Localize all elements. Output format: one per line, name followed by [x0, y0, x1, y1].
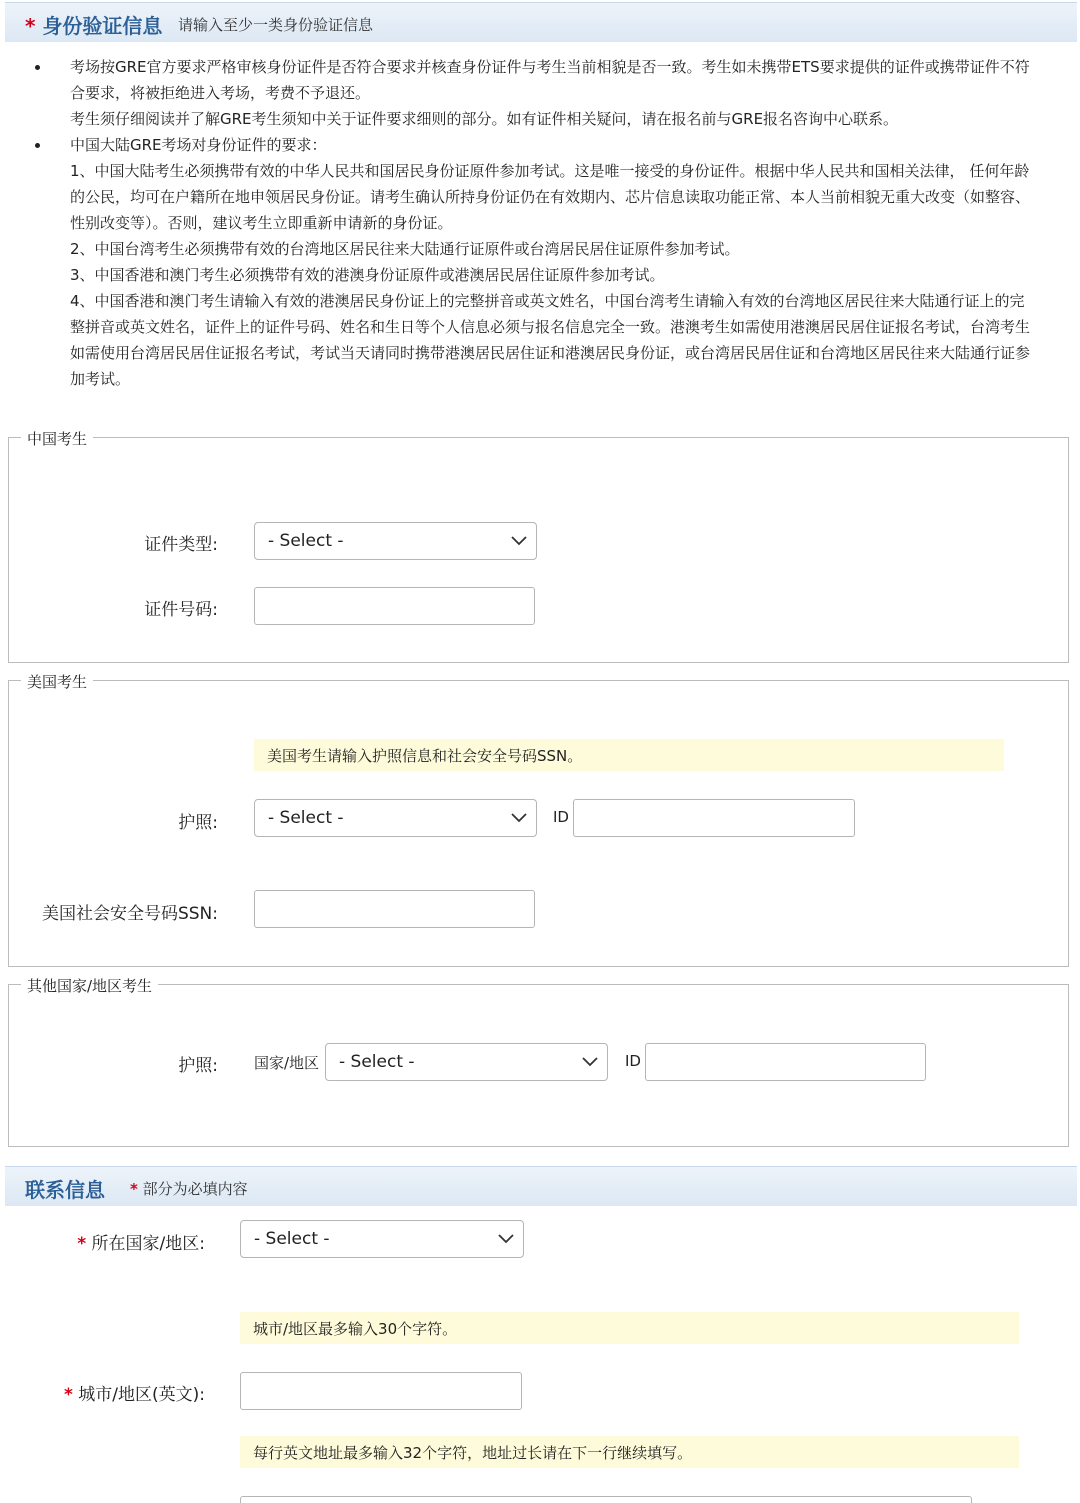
- identity-title: [25, 10, 162, 39]
- usa-id-label: ID: [553, 808, 569, 826]
- other-country-select-value: - Select -: [339, 1052, 415, 1072]
- note-line: 性别改变等）。否则，建议考生立即重新申请新的身份证。: [70, 214, 453, 232]
- chevron-down-icon: [581, 1052, 599, 1070]
- contact-country-label-text: 所在国家/地区:: [91, 1234, 205, 1254]
- usa-passport-label: 护照:: [178, 813, 218, 833]
- other-country-label: 国家/地区: [254, 1054, 320, 1072]
- note-line: 考生须仔细阅读并了解GRE考生须知中关于证件要求细则的部分。如有证件相关疑问，请在报名前与GRE报名咨询中心联系。: [70, 110, 899, 128]
- usa-hint: 美国考生请输入护照信息和社会安全号码SSN。: [254, 739, 1004, 771]
- note-line: 如需使用台湾居民居住证报名考试，考试当天请同时携带港澳居民居住证和港澳居民身份证，或台湾居民居住证和台湾地区居民往来大陆通行证参: [70, 344, 1031, 362]
- usa-passport-select-value: - Select -: [268, 808, 344, 828]
- note-line: 中国大陆GRE考场对身份证件的要求：: [50, 132, 1078, 158]
- city-hint: 城市/地区最多输入30个字符。: [240, 1312, 1019, 1344]
- contact-country-label: [40, 1229, 205, 1254]
- note-line: 考场按GRE官方要求严格审核身份证件是否符合要求并核查身份证件与考生当前相貌是否一致。考生如未携带ETS要求提供的证件或携带证件不符: [50, 54, 1078, 80]
- required-star: *: [63, 1385, 73, 1405]
- ssn-input[interactable]: [254, 890, 535, 928]
- contact-subtitle-text: 部分为必填内容: [142, 1180, 248, 1198]
- address-input-partial[interactable]: [240, 1496, 972, 1503]
- chevron-down-icon: [510, 531, 528, 549]
- city-input[interactable]: [240, 1372, 522, 1410]
- identity-notes: [50, 54, 1078, 392]
- contact-subtitle: [130, 1178, 248, 1199]
- note-line: 加考试。: [70, 370, 131, 388]
- contact-title: 联系信息: [25, 1178, 105, 1202]
- note-line: 1、中国大陆考生必须携带有效的中华人民共和国居民身份证原件参加考试。这是唯一接受的身份证件。根据中华人民共和国相关法律， 任何年龄: [70, 162, 1030, 180]
- id-number-label: 证件号码:: [144, 600, 218, 620]
- id-number-input[interactable]: [254, 587, 535, 625]
- other-id-label: ID: [625, 1052, 641, 1070]
- identity-section-header: [5, 2, 1077, 42]
- required-star: *: [25, 14, 36, 38]
- id-type-label: 证件类型:: [144, 535, 218, 555]
- note-line: 的公民，均可在户籍所在地申领居民身份证。请考生确认所持身份证仍在有效期内、芯片信息读取功能正常、本人当前相貌无重大改变（如整容、: [70, 188, 1031, 206]
- city-label: [30, 1380, 205, 1405]
- contact-section-header: [5, 1166, 1077, 1206]
- id-type-select[interactable]: [254, 522, 537, 560]
- usa-legend: 美国考生: [21, 671, 93, 692]
- note-line: 整拼音或英文姓名，证件上的证件号码、姓名和生日等个人信息必须与报名信息完全一致。港澳考生如需使用港澳居民居住证报名考试，台湾考生: [70, 318, 1031, 336]
- required-star: *: [77, 1234, 87, 1254]
- china-legend: 中国考生: [21, 428, 93, 449]
- note-line: 合要求，将被拒绝进入考场，考费不予退还。: [70, 84, 371, 102]
- chevron-down-icon: [510, 808, 528, 826]
- id-type-select-value: - Select -: [268, 531, 344, 551]
- other-country-select[interactable]: [325, 1043, 608, 1081]
- other-id-input[interactable]: [645, 1043, 926, 1081]
- other-passport-label: 护照:: [178, 1056, 218, 1076]
- ssn-label: 美国社会安全号码SSN:: [41, 904, 218, 924]
- note-line: 3、中国香港和澳门考生必须携带有效的港澳身份证原件或港澳居民居住证原件参加考试。: [70, 266, 665, 284]
- other-legend: 其他国家/地区考生: [21, 975, 158, 996]
- identity-subtitle: 请输入至少一类身份验证信息: [178, 16, 374, 34]
- contact-country-select[interactable]: [240, 1220, 524, 1258]
- identity-title-text: 身份验证信息: [42, 14, 163, 38]
- required-star: *: [130, 1180, 138, 1198]
- usa-passport-select[interactable]: [254, 799, 537, 837]
- contact-country-select-value: - Select -: [254, 1229, 330, 1249]
- note-line: 4、中国香港和澳门考生请输入有效的港澳居民身份证上的完整拼音或英文姓名，中国台湾考生请输入有效的台湾地区居民往来大陆通行证上的完: [70, 292, 1025, 310]
- usa-id-input[interactable]: [573, 799, 855, 837]
- chevron-down-icon: [497, 1229, 515, 1247]
- note-line: 2、中国台湾考生必须携带有效的台湾地区居民往来大陆通行证原件或台湾居民居住证原件参加考试。: [70, 240, 740, 258]
- city-label-text: 城市/地区(英文):: [78, 1385, 205, 1405]
- address-hint: 每行英文地址最多输入32个字符，地址过长请在下一行继续填写。: [240, 1436, 1019, 1468]
